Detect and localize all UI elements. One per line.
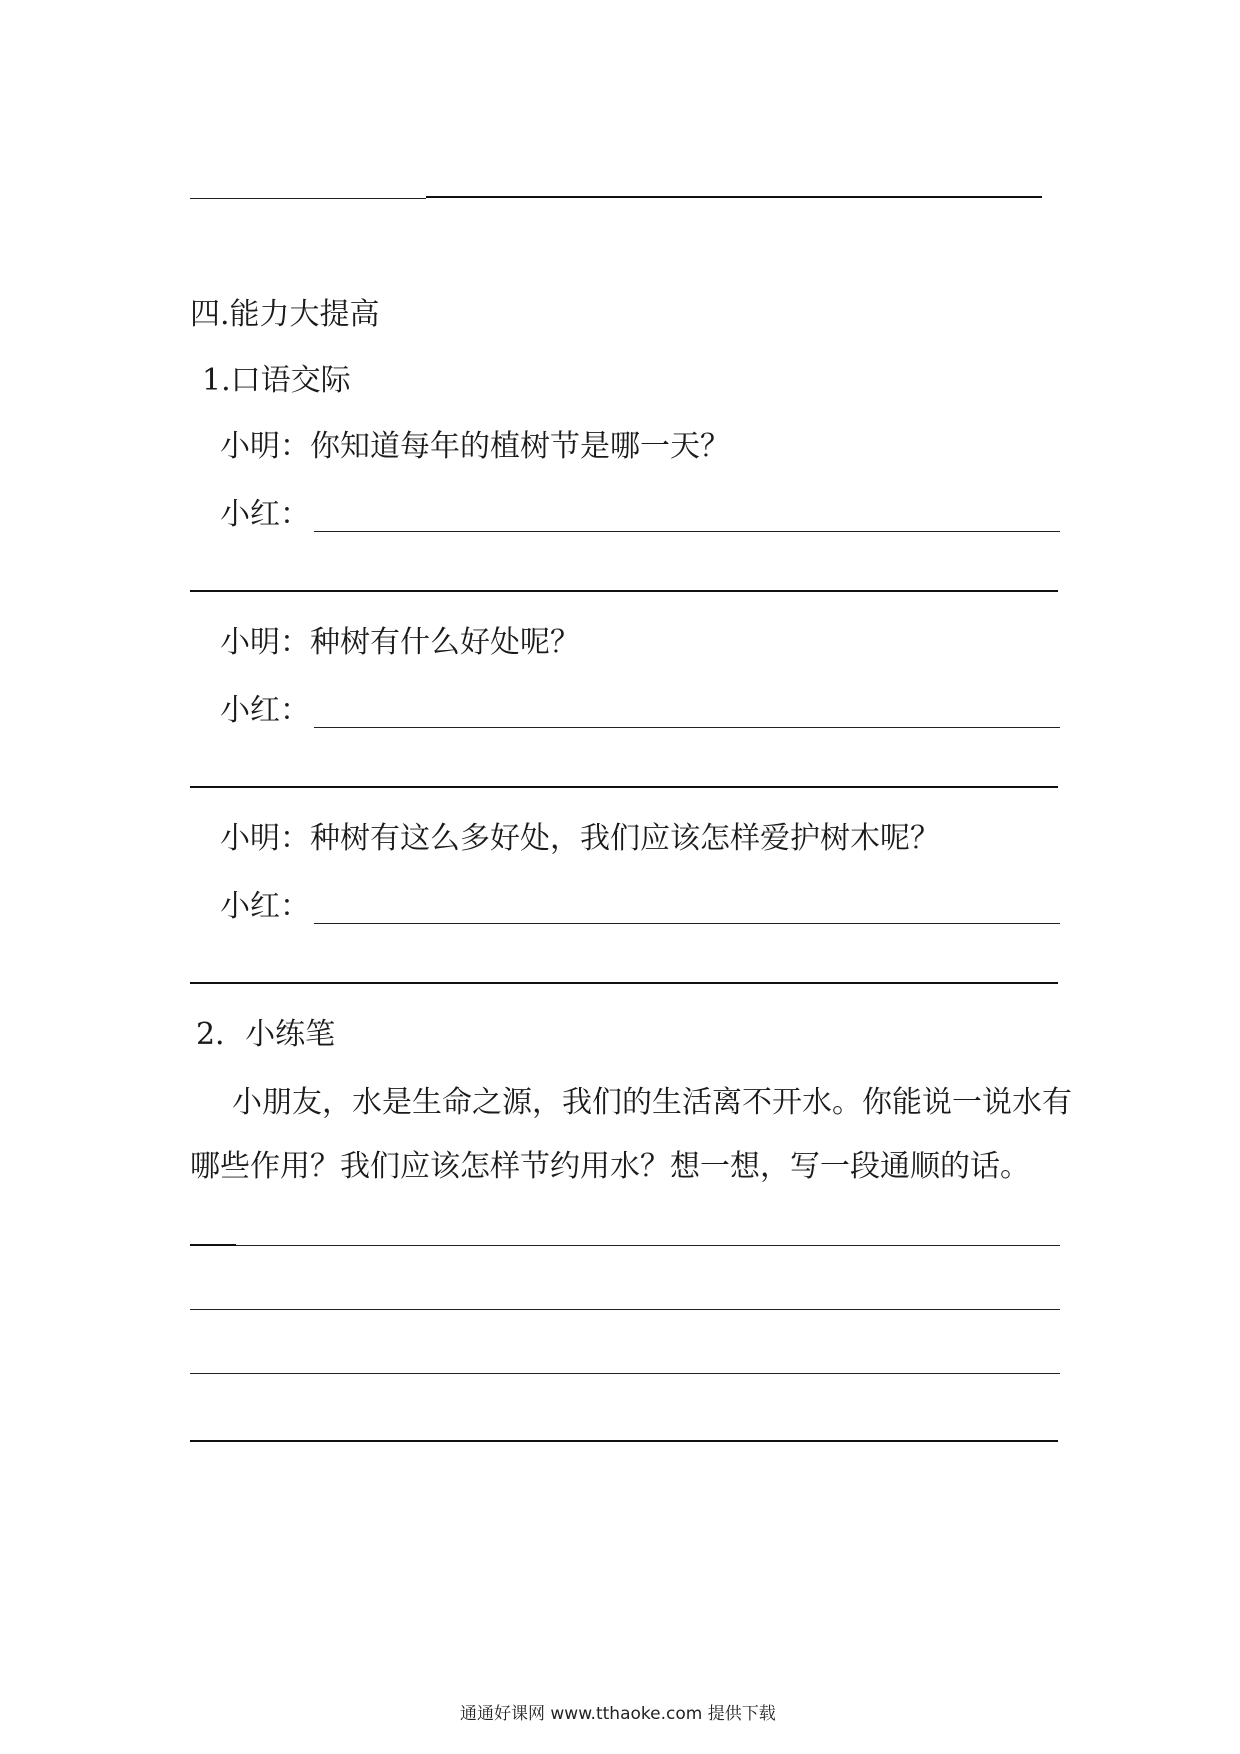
writing-line-4[interactable] [190,1440,1058,1442]
oral-communication-title: 1.口语交际 [202,363,351,398]
top-answer-line-left [190,198,426,199]
top-answer-line-right [426,196,1042,198]
answer-label-2: 小红： [220,693,310,728]
writing-line-1[interactable] [236,1245,1060,1246]
dialogue-question-3: 小明：种树有这么多好处，我们应该怎样爱护树木呢？ [220,821,940,856]
answer-line-2b[interactable] [190,786,1058,788]
answer-blank-2[interactable] [314,703,1060,728]
answer-label-3: 小红： [220,889,310,924]
writing-line-1-start [190,1244,236,1246]
answer-blank-3[interactable] [314,899,1060,924]
answer-line-1b[interactable] [190,590,1058,592]
answer-blank-1[interactable] [314,507,1060,532]
answer-row-1 [220,498,1060,532]
answer-row-3 [220,890,1060,924]
footer-text: 通通好课网 www.tthaoke.com 提供下载 [460,1704,776,1724]
answer-label-1: 小红： [220,497,310,532]
dialogue-question-1: 小明：你知道每年的植树节是哪一天？ [220,429,730,464]
answer-row-2 [220,694,1060,728]
answer-line-3b[interactable] [190,982,1058,984]
writing-prompt-line-1: 小朋友，水是生命之源，我们的生活离不开水。你能说一说水有 [232,1085,1072,1120]
dialogue-question-2: 小明：种树有什么好处呢？ [220,625,580,660]
writing-line-3[interactable] [190,1373,1060,1374]
writing-title: 2．小练笔 [196,1017,336,1052]
section-heading: 四.能力大提高 [190,297,380,332]
writing-prompt-line-2: 哪些作用？我们应该怎样节约用水？想一想，写一段通顺的话。 [190,1149,1030,1184]
writing-line-2[interactable] [190,1309,1060,1310]
